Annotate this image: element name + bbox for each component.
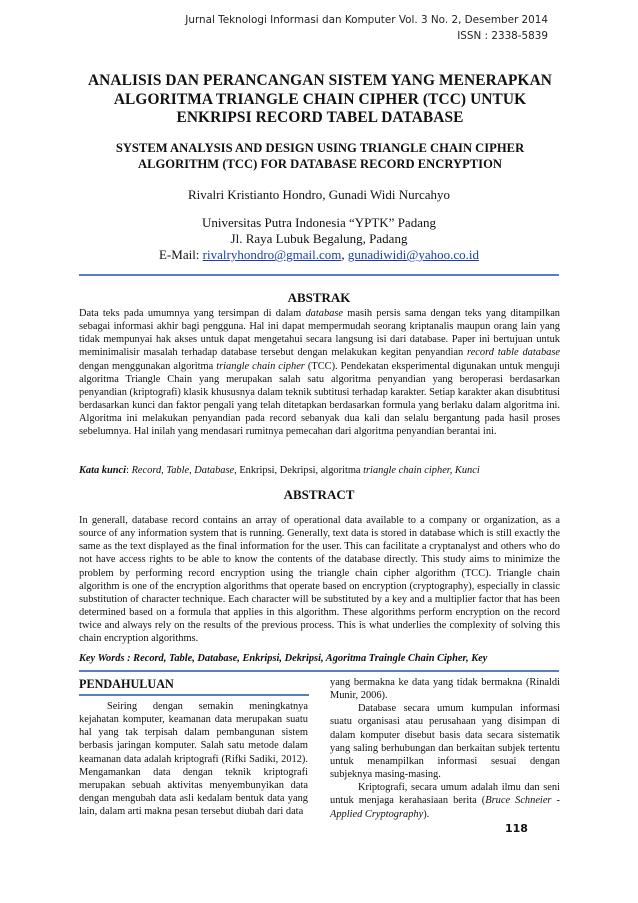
- university-name: Universitas Putra Indonesia “YPTK” Padang: [202, 215, 436, 230]
- email-line: [0, 247, 638, 263]
- affiliation: [0, 215, 638, 263]
- key-words: Key Words : Record, Table, Database, Enkripsi, Dekripsi, Agoritma Traingle Chain Cipher, Key: [79, 653, 488, 664]
- subtitle-line-2: ALGORITHM (TCC) FOR DATABASE RECORD ENCRYPTION: [138, 157, 502, 171]
- title-line-2: ALGORITMA TRIANGLE CHAIN CIPHER (TCC) UNTUK: [113, 90, 527, 108]
- abstrak-text-3: masih persis sama dengan teks yang ditampilkan sebagai informasi akhir bagi pengguna. Hal ini dapat mempermudah seorang kriptanalis maupun orang lain yang tidak mempunyai hak akses untuk dapat mengetahui secara langsung isi dari database. Paper ini bertujuan untuk meminimalisir masalah terhadap database tersebut dengan melakukan kegitan penyandian: [79, 308, 560, 359]
- kata-kunci-colon: :: [126, 465, 132, 476]
- email-link-2[interactable]: gunadiwidi@yahoo.co.id: [347, 247, 479, 262]
- journal-header: [185, 12, 548, 44]
- abstrak-text-1: Data teks pada umumnya yang tersimpan di dalam: [79, 308, 306, 319]
- intro-p3-text-2: ).: [423, 808, 430, 820]
- abstrak-body: [79, 307, 560, 439]
- journal-issn: ISSN : 2338-5839: [457, 30, 548, 42]
- abstrak-text-5: dengan menggunakan algoritma: [79, 360, 217, 372]
- pendahuluan-underline: [79, 694, 309, 696]
- kata-kunci-label: Kata kunci: [79, 465, 127, 476]
- paper-title: [70, 72, 570, 128]
- email-label: E-Mail:: [158, 247, 203, 262]
- kata-kunci-terms-2: , Enkripsi, Dekripsi, algoritma: [234, 465, 364, 476]
- journal-name: Jurnal Teknologi Informasi dan Komputer Vol. 3 No. 2, Desember 2014: [185, 14, 548, 26]
- subtitle-line-1: SYSTEM ANALYSIS AND DESIGN USING TRIANGLE CHAIN CIPHER: [115, 141, 525, 155]
- intro-paragraph-2: Database secara umum kumpulan informasi suatu organisasi atau perusahaan yang disimpan di dalam komputer disebut basis data secara sistematik yang saling berhubungan dan berkaitan subjek tertentu untuk menampilkan informasi sesuai dengan subjeknya masing-masing.: [330, 703, 560, 781]
- header-divider: [79, 274, 559, 276]
- abstrak-text-6: triangle chain cipher: [216, 360, 305, 372]
- abstract-heading: ABSTRACT: [283, 487, 355, 502]
- abstrak-text-7: (TCC). Pendekatan eksperimental digunakan untuk menguji algoritma Triangle Chain yang merupakan salah satu algoritma penyandian yang beroperasi berdasarkan penyandian (kriptografi) klasik khususnya dalam teknik subtitusi terhadap karakter. Setiap karakter akan disubtitusi berdasarkan kunci dan faktor pengali yang telah ditetapkan berdasarkan formula yang berlaku dalam algoritma ini. Algoritma ini melakukan penyandian pada record sebanyak dua kali dan selalu bergantung pada hasil proses sebelumnya. Hal inilah yang mendasari rumitnya pemecahan dari algoritma penyandian berantai ini.: [79, 360, 561, 438]
- email-link-1[interactable]: rivalryhondro@gmail.com: [202, 247, 342, 262]
- intro-p3-text-1: Kriptografi, secara umum adalah ilmu dan seni untuk menjaga kerahasiaan berita (: [330, 782, 560, 807]
- right-column: [330, 676, 560, 821]
- intro-p3-citation: Bruce Schneier - Applied Cryptography: [330, 795, 560, 820]
- author-list: Rivalri Kristianto Hondro, Gunadi Widi Nurcahyo: [187, 187, 451, 202]
- intro-paragraph-1: Seiring dengan semakin meningkatnya kejahatan komputer, keamanan data merupakan suatu hal yang tak terpisah dalam pembangunan sistem berbasis jaringan komputer. Salah satu metode dalam keamanan data adalah kriptografi (Rifki Sadiki, 2012). Mengamankan data dengan teknik kriptografi merupakan sebuah aktivitas menyembunyikan data dengan mengubah data asli kedalam bentuk data yang lain, dalam arti makna pesan tersebut diubah dari data: [79, 701, 308, 818]
- page-number: 118: [505, 822, 528, 835]
- kata-kunci-terms-3: triangle chain cipher, Kunci: [363, 465, 480, 476]
- abstract-body: In generall, database record contains an array of operational data available to a company or organization, as a source of any information system that is running. Generally, text data is stored in database which is still exactly the same as the text displayed as the final information for the user. This can facilitate a cryptanalyst and others who do not have access rights to be able to know the contents of the database directly. This study aims to minimize the problem by performing record encryption using the triangle chain cipher algorithm (TCC). Triangle chain algorithm is one of the encryption algorithms that operate based on encryption (cryptography), especially in classic substitution of character technique. Each character will be substituted by a key and a multiplier factor that has been determined based on a formula that applies in this algorithm. These algorithms perform encryption on the record twice and always rely on the results of the previous process. This is what underlies the complexity of solving this chain encryption algorithms.: [79, 515, 560, 645]
- kata-kunci: [79, 464, 560, 477]
- pendahuluan-heading: PENDAHULUAN: [79, 677, 174, 691]
- intro-paragraph-continued: yang bermakna ke data yang tidak bermakna (Rinaldi Munir, 2006).: [330, 677, 560, 702]
- left-column: [79, 700, 308, 818]
- kata-kunci-terms-1: Record, Table, Database: [131, 465, 235, 476]
- title-line-1: ANALISIS DAN PERANCANGAN SISTEM YANG MENERAPKAN: [87, 72, 553, 89]
- abstrak-text-2: database: [305, 308, 343, 319]
- paper-subtitle: [85, 140, 555, 172]
- abstrak-text-4: record table database: [467, 347, 561, 359]
- title-line-3: ENKRIPSI RECORD TABEL DATABASE: [176, 109, 464, 126]
- email-separator: ,: [341, 247, 348, 262]
- abstract-divider: [79, 670, 559, 672]
- university-address: Jl. Raya Lubuk Begalung, Padang: [230, 231, 408, 246]
- intro-paragraph-3: [330, 781, 560, 820]
- abstrak-heading: ABSTRAK: [287, 290, 351, 305]
